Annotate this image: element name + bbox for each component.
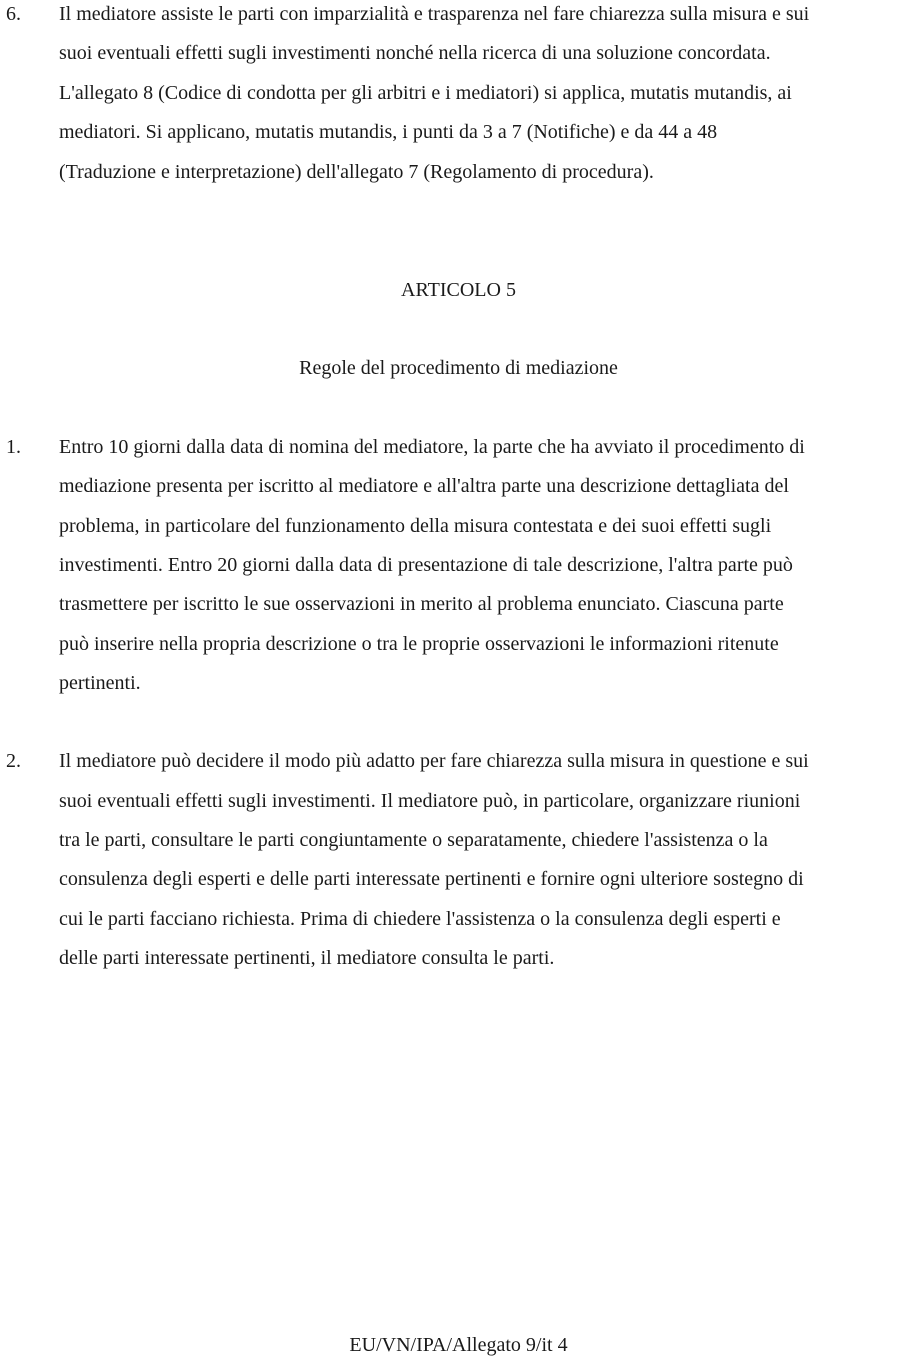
paragraph-line: L'allegato 8 (Codice di condotta per gli arbitri e i mediatori) si applica, mutatis mutandis, ai — [59, 82, 792, 104]
paragraph-line: mediatori. Si applicano, mutatis mutandis, i punti da 3 a 7 (Notifiche) e da 44 a 48 — [59, 121, 718, 143]
paragraph-line: investimenti. Entro 20 giorni dalla data di presentazione di tale descrizione, l'altra parte può — [59, 554, 793, 576]
paragraph-line: suoi eventuali effetti sugli investimenti nonché nella ricerca di una soluzione concordata. — [59, 42, 771, 64]
paragraph-line: problema, in particolare del funzionamento della misura contestata e dei suoi effetti sugli — [59, 515, 772, 537]
paragraph-number: 2. — [6, 750, 21, 772]
article-heading: ARTICOLO 5 — [401, 279, 516, 301]
paragraph-line: delle parti interessate pertinenti, il mediatore consulta le parti. — [59, 947, 555, 969]
paragraph-line: pertinenti. — [59, 672, 141, 694]
paragraph-line: tra le parti, consultare le parti congiuntamente o separatamente, chiedere l'assistenza o la — [59, 829, 768, 851]
paragraph-line: consulenza degli esperti e delle parti interessate pertinenti e fornire ogni ulteriore sostegno di — [59, 868, 804, 890]
paragraph-line: (Traduzione e interpretazione) dell'allegato 7 (Regolamento di procedura). — [59, 161, 654, 183]
paragraph-line: Il mediatore può decidere il modo più adatto per fare chiarezza sulla misura in questione e sui — [59, 750, 809, 772]
paragraph-number: 1. — [6, 436, 21, 458]
paragraph-number: 6. — [6, 3, 21, 25]
article-title: Regole del procedimento di mediazione — [299, 357, 618, 379]
paragraph-line: Il mediatore assiste le parti con imparzialità e trasparenza nel fare chiarezza sulla misura e sui — [59, 3, 810, 25]
paragraph-line: trasmettere per iscritto le sue osservazioni in merito al problema enunciato. Ciascuna parte — [59, 593, 784, 615]
paragraph-line: cui le parti facciano richiesta. Prima di chiedere l'assistenza o la consulenza degli esperti e — [59, 908, 781, 930]
paragraph-line: mediazione presenta per iscritto al mediatore e all'altra parte una descrizione dettagliata del — [59, 475, 789, 497]
paragraph-line: Entro 10 giorni dalla data di nomina del mediatore, la parte che ha avviato il procedimento di — [59, 436, 805, 458]
paragraph-line: suoi eventuali effetti sugli investimenti. Il mediatore può, in particolare, organizzare riunioni — [59, 790, 801, 812]
paragraph-line: può inserire nella propria descrizione o tra le proprie osservazioni le informazioni ritenute — [59, 633, 779, 655]
footer-reference: EU/VN/IPA/Allegato 9/it 4 — [349, 1334, 568, 1356]
